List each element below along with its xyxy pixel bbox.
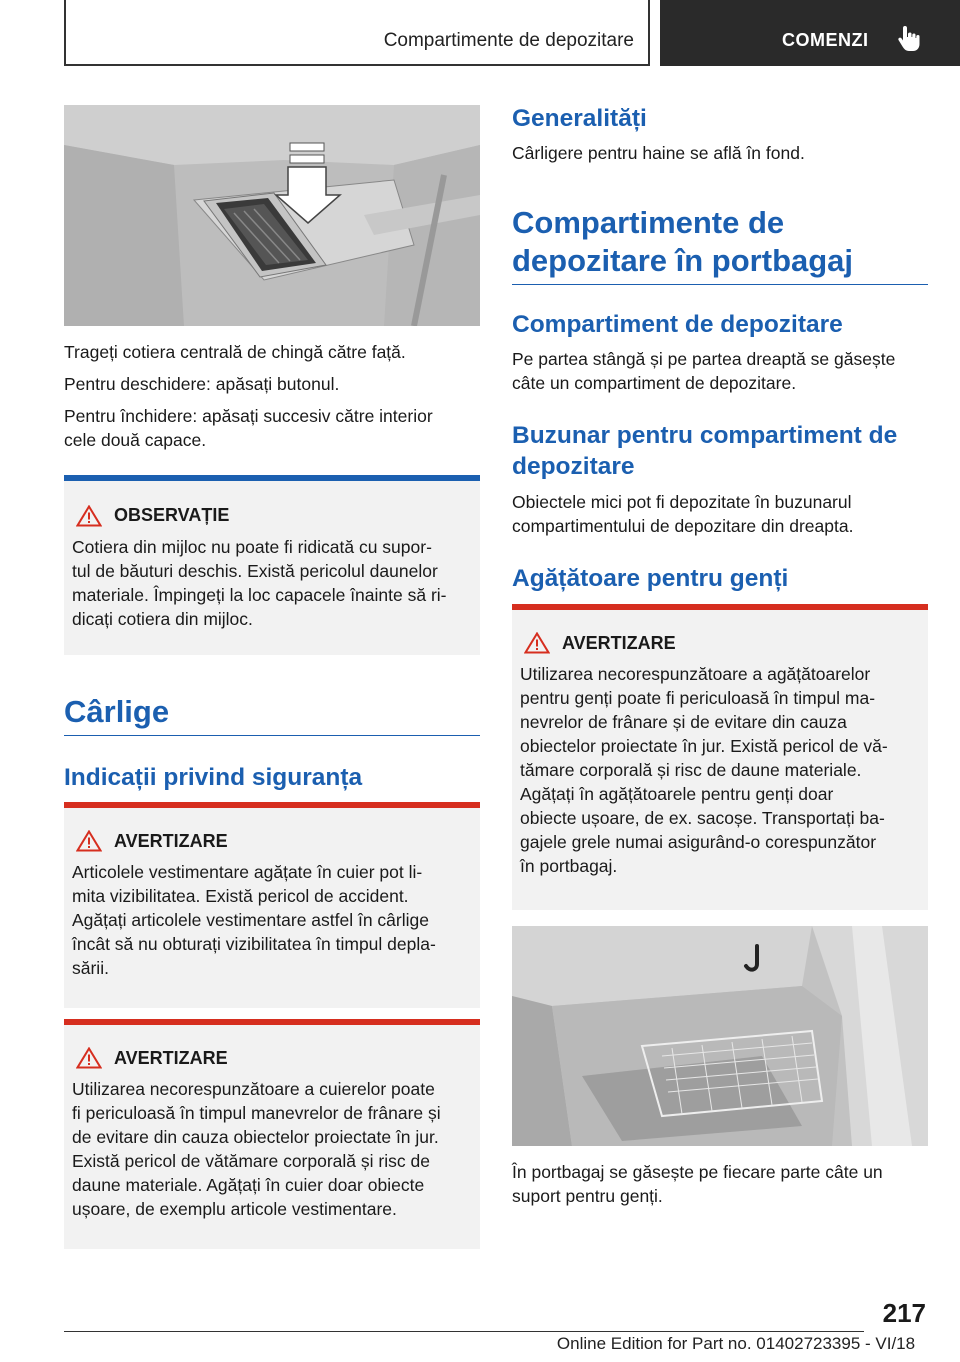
heading-general: Generalități bbox=[512, 105, 647, 132]
note-line: tul de băuturi deschis. Există pericolul daunelor bbox=[72, 561, 438, 581]
pocket-text-2: compartimentului de depozitare din dreapta. bbox=[512, 516, 854, 536]
heading-rule bbox=[64, 735, 480, 736]
heading-trunk-storage-line1: Compartimente de bbox=[512, 205, 785, 240]
note-line: materiale. Împingeți la loc capacele înainte să ri- bbox=[72, 585, 447, 605]
armrest-photo bbox=[64, 105, 480, 326]
warning-line: nevrelor de frânare și de evitare din cauza bbox=[520, 712, 847, 732]
hand-pointer-icon[interactable] bbox=[896, 24, 924, 54]
warning-bar bbox=[64, 1019, 480, 1025]
footer-rule bbox=[64, 1331, 864, 1332]
page-header bbox=[0, 0, 960, 66]
warning-line: mita vizibilitatea. Există pericol de accident. bbox=[72, 886, 409, 906]
warning-line: Articolele vestimentare agățate în cuier pot li- bbox=[72, 862, 423, 882]
armrest-instruction-3b: cele două capace. bbox=[64, 430, 207, 450]
note-bar bbox=[64, 475, 480, 481]
heading-pocket-line2: depozitare bbox=[512, 453, 635, 480]
heading-storage-compartment: Compartiment de depozitare bbox=[512, 311, 843, 338]
storage-compartment-text-2: câte un compartiment de depozitare. bbox=[512, 373, 797, 393]
warning-line: Utilizarea necorespunzătoare a agățătoarelor bbox=[520, 664, 871, 684]
warning-heading: AVERTIZARE bbox=[562, 633, 676, 653]
warning-heading: AVERTIZARE bbox=[114, 831, 228, 851]
warning-line: Agățați în agățătoarele pentru genți doar bbox=[520, 784, 834, 804]
trunk-photo bbox=[512, 926, 928, 1146]
section-title-box bbox=[64, 0, 650, 66]
warning-line: obiecte ușoare, de ex. sacoșe. Transportați ba- bbox=[520, 808, 885, 828]
warning-box-3 bbox=[512, 604, 928, 910]
note-heading: OBSERVAȚIE bbox=[114, 505, 230, 525]
heading-rule bbox=[512, 284, 928, 285]
note-line: Cotiera din mijloc nu poate fi ridicată cu supor- bbox=[72, 537, 432, 557]
pocket-text-1: Obiectele mici pot fi depozitate în buzunarul bbox=[512, 492, 852, 512]
note-box bbox=[64, 475, 480, 655]
trunk-illustration bbox=[512, 926, 928, 1146]
warning-line: Utilizarea necorespunzătoare a cuierelor poate bbox=[72, 1079, 435, 1099]
warning-triangle-icon bbox=[524, 632, 550, 654]
warning-box-2 bbox=[64, 1019, 480, 1249]
warning-line: tămare corporală și risc de daune materiale. bbox=[520, 760, 862, 780]
warning-bar bbox=[64, 802, 480, 808]
warning-text bbox=[72, 1077, 474, 1221]
general-text: Cârligere pentru haine se află în fond. bbox=[512, 143, 805, 163]
armrest-illustration bbox=[64, 105, 480, 326]
warning-triangle-icon bbox=[76, 505, 102, 527]
storage-compartment-text-1: Pe partea stângă și pe partea dreaptă se găsește bbox=[512, 349, 896, 369]
warning-line: în portbagaj. bbox=[520, 856, 618, 876]
warning-line: Există pericol de vătămare corporală și risc de bbox=[72, 1151, 430, 1171]
warning-line: pentru genți poate fi periculoasă în timpul ma- bbox=[520, 688, 876, 708]
heading-carlige: Cârlige bbox=[64, 694, 170, 729]
warning-triangle-icon bbox=[76, 1047, 102, 1069]
footer-edition: Online Edition for Part no. 01402723395 - VI/18 bbox=[556, 1334, 916, 1353]
nav-commands-label[interactable]: COMENZI bbox=[782, 30, 869, 50]
heading-safety: Indicații privind siguranța bbox=[64, 764, 363, 791]
armrest-instruction-3a: Pentru închidere: apăsați succesiv către interior bbox=[64, 406, 433, 426]
warning-line: obiectelor proiectate în jur. Există pericol de vă- bbox=[520, 736, 888, 756]
note-line: dicați cotiera din mijloc. bbox=[72, 609, 253, 629]
note-text bbox=[72, 535, 474, 631]
heading-pocket-line1: Buzunar pentru compartiment de bbox=[512, 422, 898, 449]
warning-text bbox=[520, 662, 922, 878]
warning-bar bbox=[512, 604, 928, 610]
warning-line: Agățați articolele vestimentare astfel în cârlige bbox=[72, 910, 429, 930]
warning-line: de evitare din cauza obiectelor proiectate în jur. bbox=[72, 1127, 439, 1147]
heading-bag-hooks: Agățătoare pentru genți bbox=[512, 565, 789, 592]
warning-triangle-icon bbox=[76, 830, 102, 852]
nav-commands[interactable] bbox=[660, 0, 960, 66]
warning-line: ușoare, de exemplu articole vestimentare. bbox=[72, 1199, 397, 1219]
armrest-instruction-2: Pentru deschidere: apăsați butonul. bbox=[64, 374, 340, 394]
page-number: 217 bbox=[882, 1298, 926, 1328]
warning-line: încât să nu obturați vizibilitatea în timpul depla- bbox=[72, 934, 436, 954]
warning-line: fi periculoasă în timpul manevrelor de frânare și bbox=[72, 1103, 441, 1123]
armrest-instruction-1: Trageți cotiera centrală de chingă către față. bbox=[64, 342, 406, 362]
warning-box-1 bbox=[64, 802, 480, 1008]
warning-line: daune materiale. Agățați în cuier doar obiecte bbox=[72, 1175, 425, 1195]
heading-trunk-storage-line2: depozitare în portbagaj bbox=[512, 243, 854, 278]
section-title: Compartimente de depozitare bbox=[383, 30, 634, 51]
warning-line: gajele grele numai asigurând-o corespunzător bbox=[520, 832, 877, 852]
warning-text bbox=[72, 860, 474, 980]
warning-heading: AVERTIZARE bbox=[114, 1048, 228, 1068]
warning-line: sării. bbox=[72, 958, 109, 978]
bag-hooks-text-2: suport pentru genți. bbox=[512, 1186, 663, 1206]
bag-hooks-text-1: În portbagaj se găsește pe fiecare parte câte un bbox=[512, 1162, 883, 1182]
